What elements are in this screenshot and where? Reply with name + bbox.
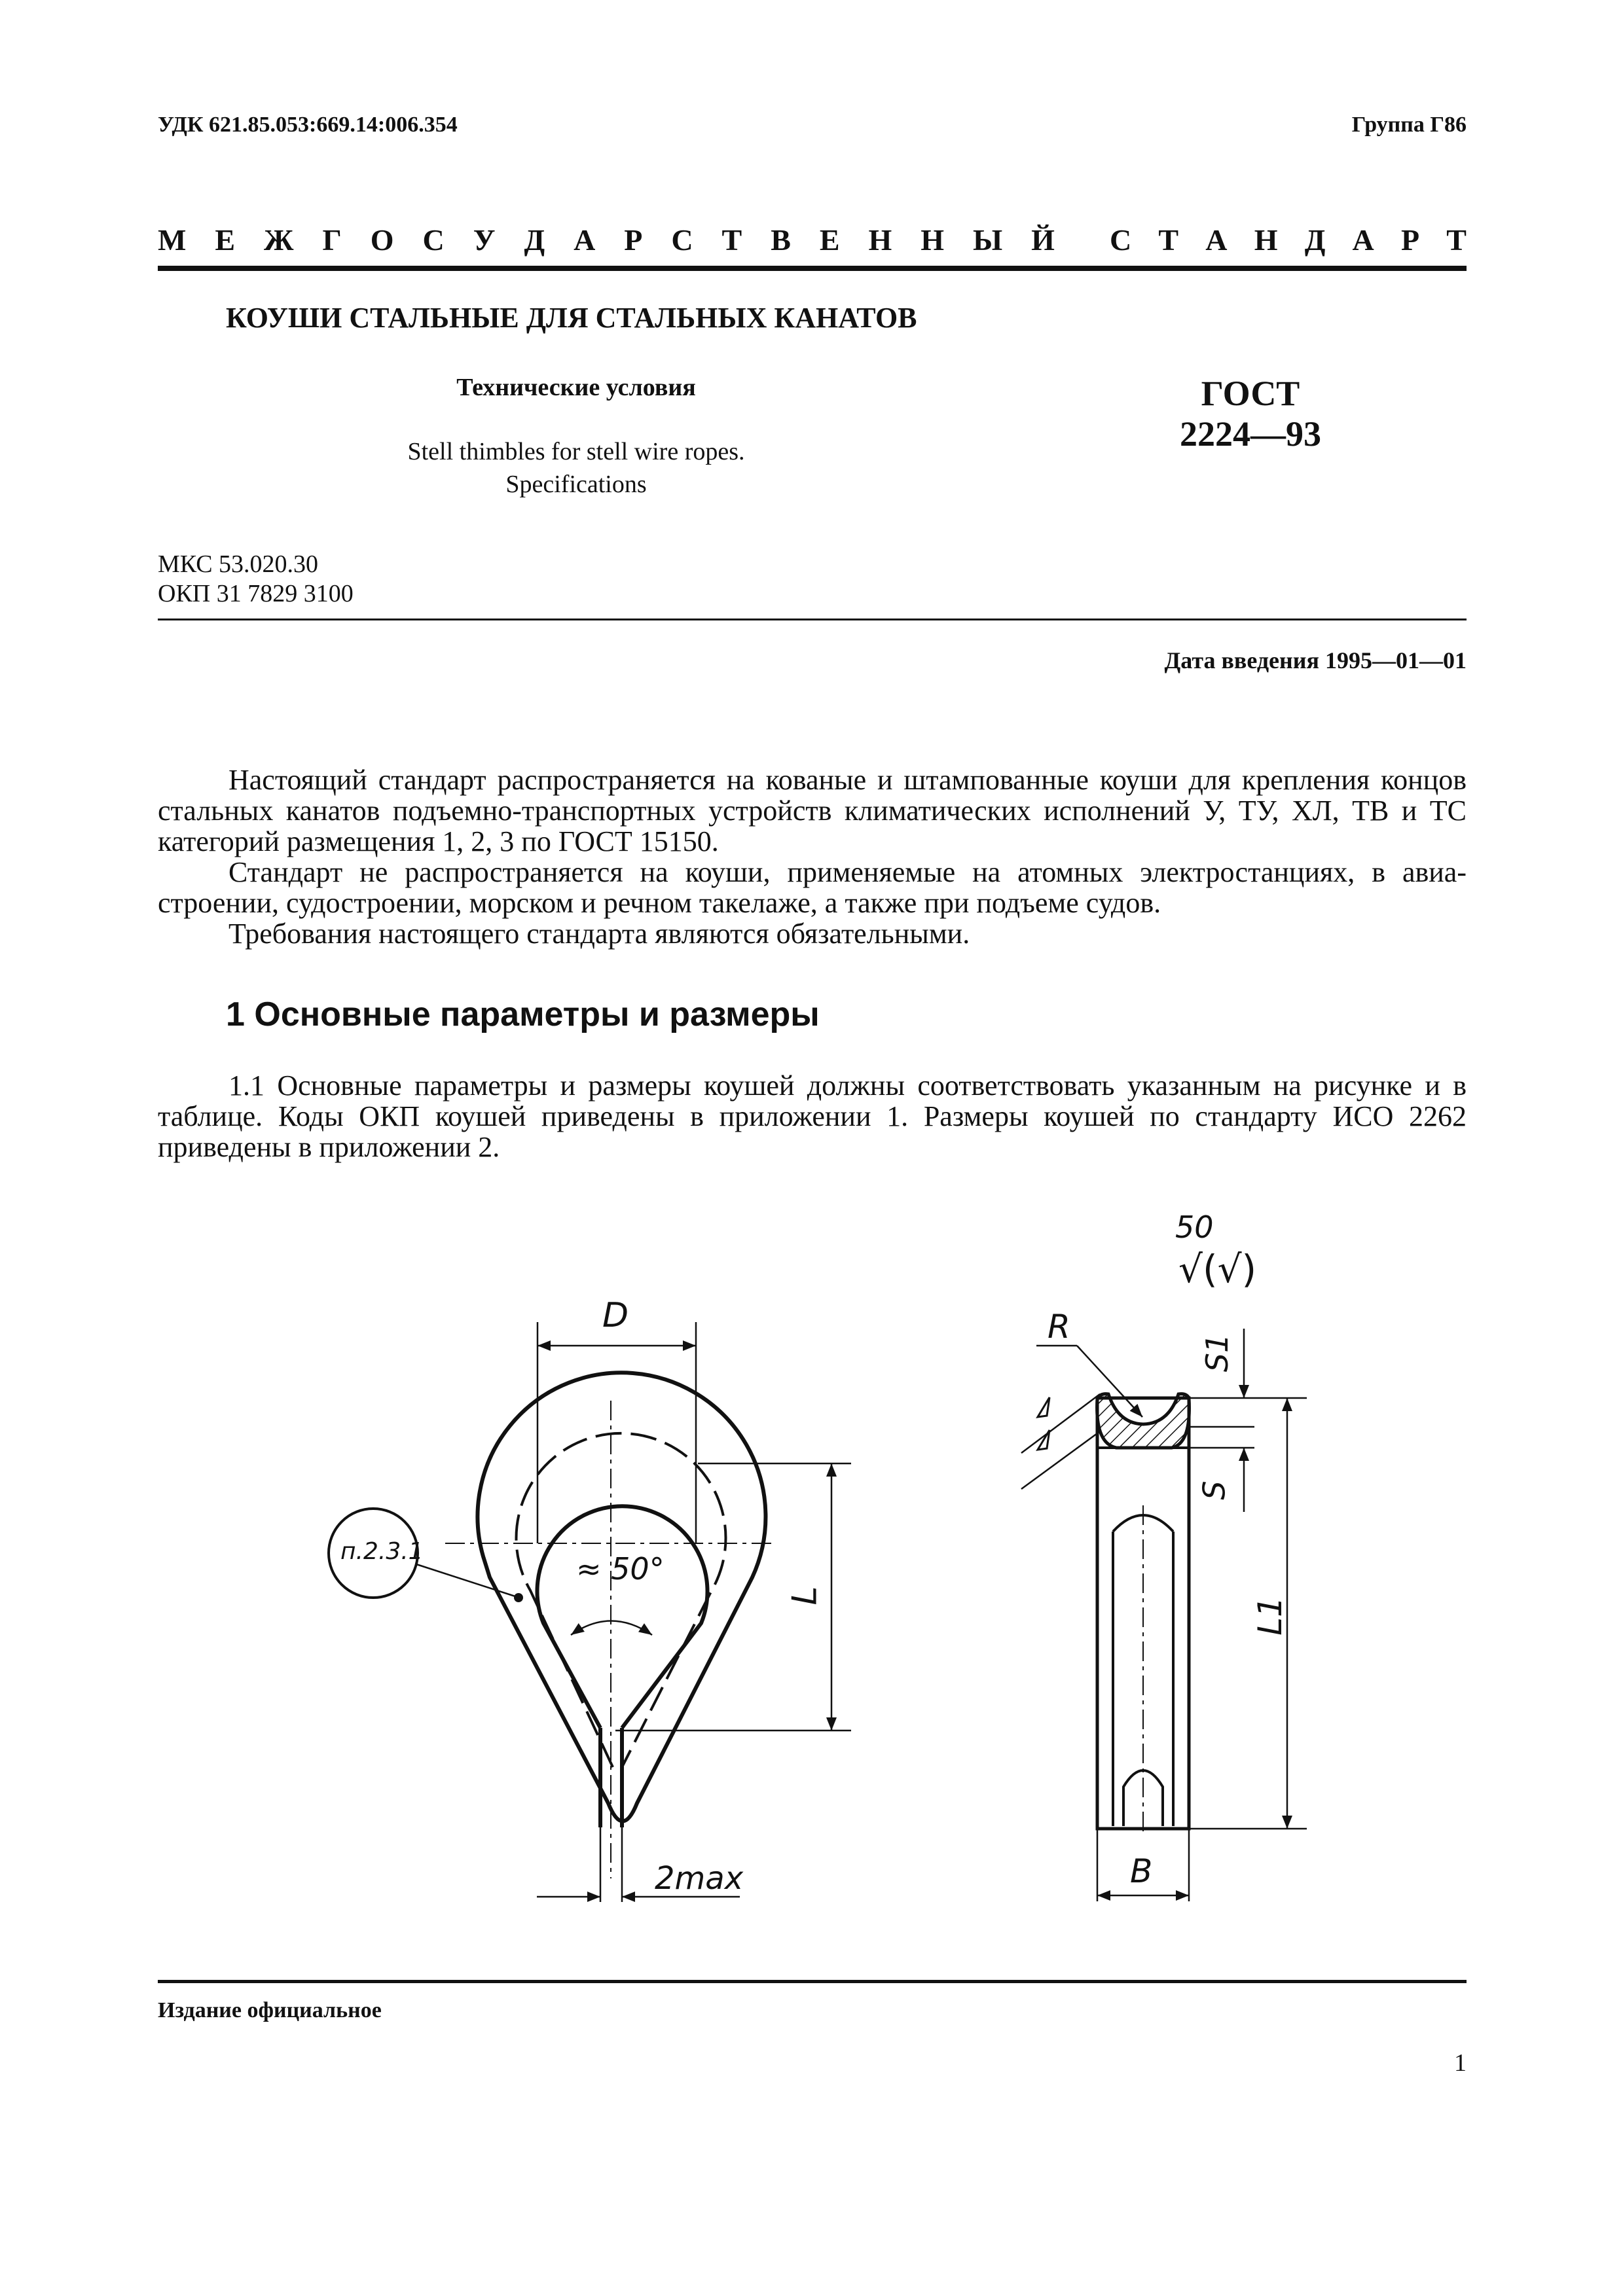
banner-word-standard xyxy=(1110,223,1467,262)
banner-letter: С xyxy=(422,223,445,257)
banner-letter: Й xyxy=(1031,223,1055,257)
banner-letter: Т xyxy=(721,223,742,257)
label-S: S xyxy=(1196,1480,1232,1500)
roughness-value: 50 xyxy=(1175,1210,1214,1245)
introduction-date: Дата введения 1995—01—01 xyxy=(1164,647,1467,673)
banner-rule xyxy=(158,266,1467,271)
banner-letter: Р xyxy=(1400,223,1420,257)
english-title-line1: Stell thimbles for stell wire ropes. xyxy=(407,438,745,465)
label-reference-clause: п.2.3.1 xyxy=(340,1538,424,1565)
banner-letter: М xyxy=(158,223,187,257)
label-D: D xyxy=(602,1296,629,1335)
label-L1: L1 xyxy=(1250,1596,1289,1636)
banner-letter: В xyxy=(771,223,791,257)
paragraph-mandatory: Требования настоящего стандарта являются обязательными. xyxy=(228,918,970,950)
banner-letter: Т xyxy=(1446,223,1467,257)
banner-letter: А xyxy=(574,223,596,257)
banner-letter: С xyxy=(1110,223,1132,257)
okp-code: ОКП 31 7829 3100 xyxy=(158,580,354,607)
document-subtitle: Технические условия xyxy=(456,374,696,401)
gost-number: 2224—93 xyxy=(1180,414,1321,454)
label-L: L xyxy=(785,1586,825,1605)
banner-word-interstate xyxy=(158,223,1055,262)
group-code: Группа Г86 xyxy=(1351,113,1467,137)
paragraph-1-1: 1.1 Основные параметры и размеры коушей должны соответствовать указанным на рисунке и в таблице. Коды ОКП коушей приведены в приложении 1. Размеры коушей по стандарту ИСО 2262 приведены в приложении 2. xyxy=(158,1069,1467,1163)
banner-letter: Ж xyxy=(264,223,294,257)
mks-code: МКС 53.020.30 xyxy=(158,550,319,578)
roughness-symbol: √(√) xyxy=(1178,1247,1257,1291)
label-angle: ≈ 50° xyxy=(576,1551,665,1587)
banner-letter: Н xyxy=(1254,223,1278,257)
page-number: 1 xyxy=(1454,2049,1467,2077)
document-title: КОУШИ СТАЛЬНЫЕ ДЛЯ СТАЛЬНЫХ КАНАТОВ xyxy=(226,302,917,334)
banner-letter: Р xyxy=(624,223,643,257)
title-rule xyxy=(158,619,1467,620)
banner-letter: О xyxy=(370,223,394,257)
banner-letter: У xyxy=(473,223,496,257)
gost-label: ГОСТ xyxy=(1201,374,1300,413)
banner-letter: Н xyxy=(868,223,892,257)
thimble-front-view xyxy=(329,1322,851,1902)
english-title-line2: Specifications xyxy=(505,471,647,498)
thimble-drawing xyxy=(0,1191,1623,1924)
paragraph-exclusions: Стандарт не распространяется на коуши, применяемые на атомных электростанциях, в авиастроении, судостроении, морском и речном такелаже, а также при подъеме судов. xyxy=(158,856,1467,919)
section-text xyxy=(158,1070,1467,1162)
interstate-standard-banner xyxy=(158,223,1467,262)
paragraph-scope: Настоящий стандарт распространяется на кованые и штампованные коуши для крепления концов стальных канатов подъемно-транспортных устройств климатических исполнений У, ТУ, ХЛ, ТВ и ТС категорий размещения 1, 2, 3 по ГОСТ 15150. xyxy=(158,764,1467,857)
banner-letter: А xyxy=(1205,223,1228,257)
label-B: B xyxy=(1130,1852,1153,1890)
section-heading: 1 Основные параметры и размеры xyxy=(226,996,820,1033)
label-gap: 2max xyxy=(655,1860,744,1897)
label-S1: S1 xyxy=(1199,1333,1235,1372)
banner-letter: Е xyxy=(819,223,840,257)
intro-text xyxy=(158,764,1467,949)
footer-rule xyxy=(158,1980,1467,1983)
banner-letter: Ы xyxy=(973,223,1003,257)
banner-letter: Г xyxy=(322,223,342,257)
official-edition: Издание официальное xyxy=(158,1998,382,2022)
udc-code: УДК 621.85.053:669.14:006.354 xyxy=(158,113,458,137)
banner-letter: Н xyxy=(921,223,945,257)
label-R: R xyxy=(1048,1308,1070,1346)
banner-letter: Д xyxy=(1304,223,1326,257)
banner-letter: Д xyxy=(524,223,545,257)
banner-letter: А xyxy=(1352,223,1374,257)
banner-letter: Е xyxy=(215,223,236,257)
banner-letter: Т xyxy=(1158,223,1179,257)
banner-letter: С xyxy=(671,223,693,257)
